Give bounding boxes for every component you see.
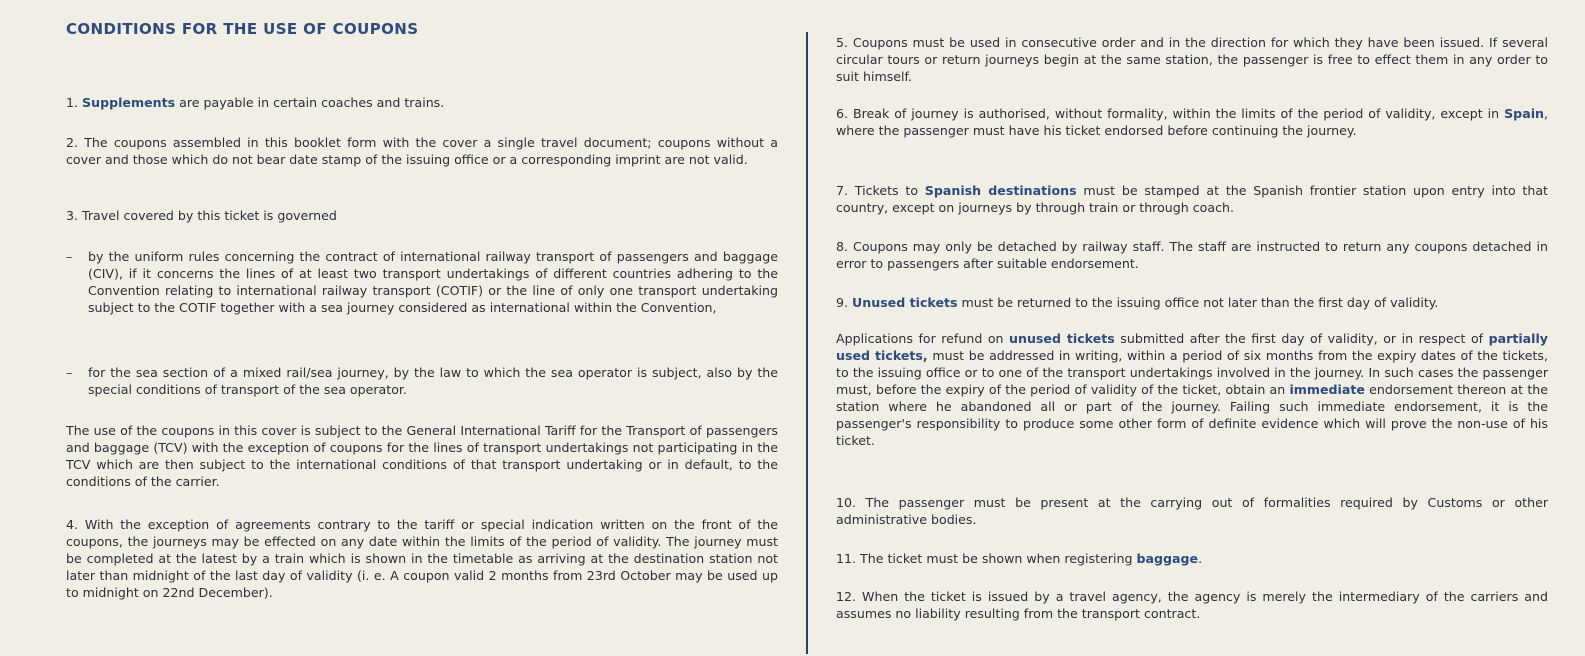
refund-text-d: endorsement thereon at the station where he abandoned all or part of the journey. Failing such immediate endorsement, it is the passenger's responsibility to produce some other form of definite evidence which will prove the non-use of his ticket. [836,382,1548,448]
condition-5: 5. Coupons must be used in consecutive order and in the direction for which they have been issued. If several circular tours or return journeys begin at the same station, the passenger is free to effect them in any order to suit himself. [836,35,1548,84]
condition-4: 4. With the exception of agreements contrary to the tariff or special indication written on the front of the coupons, the journeys may be effected on any date within the limits of the period of validity. The journey must be completed at the latest by a train which is shown in the timetable as arriving at the destination station not later than midnight of the last day of validity (i. e. A coupon valid 2 months from 23rd October may be used up to midnight on 22nd December). [66,517,778,600]
condition-3-bullet-2: for the sea section of a mixed rail/sea journey, by the law to which the sea operator is subject, also by the special conditions of transport of the sea operator. [88,365,778,397]
condition-1-number: 1. [66,95,79,110]
condition-11-text-b: . [1198,551,1203,566]
condition-9 [836,294,1548,311]
bullet-1-marker: – [66,249,73,264]
condition-10: 10. The passenger must be present at the carrying out of formalities required by Customs or other administrative bodies. [836,495,1548,527]
bullet-2-marker: – [66,365,73,380]
refund-paragraph [836,330,1548,449]
condition-9-text: must be returned to the issuing office not later than the first day of validity. [957,295,1439,310]
condition-7-text-a: 7. Tickets to [836,183,925,198]
condition-6-text-a: 6. Break of journey is authorised, without formality, within the limits of the period of validity, except in [836,106,1505,121]
condition-11-highlight: baggage [1136,551,1199,566]
refund-highlight-immediate: immediate [1289,382,1365,397]
condition-7 [836,182,1548,216]
condition-11-text-a: 11. The ticket must be shown when registering [836,551,1137,566]
condition-12: 12. When the ticket is issued by a travel agency, the agency is merely the intermediary of the carriers and assumes no liability resulting from the transport contract. [836,589,1548,621]
condition-7-text-b: must be stamped at the Spanish frontier station upon entry into that country, except on journeys by through train or through coach. [836,183,1548,215]
condition-11 [836,550,1548,567]
refund-highlight-partial: partially used tickets, [836,331,1549,363]
refund-text-b: submitted after the first day of validity, or in respect of [1114,331,1489,346]
condition-1-text: are payable in certain coaches and trains. [175,95,445,110]
column-divider [806,32,808,654]
condition-9-highlight: Unused tickets [852,295,958,310]
condition-3-bullet-1: by the uniform rules concerning the contract of international railway transport of passengers and baggage (CIV), if it concerns the lines of at least two transport undertakings of different countries adhering to the Convention relating to international railway transport (COTIF) or the line of only one transport undertaking subject to the COTIF together with a sea journey considered as international within the Convention, [88,249,778,315]
tariff-paragraph: The use of the coupons in this cover is subject to the General International Tariff for the Transport of passengers and baggage (TCV) with the exception of coupons for the lines of transport undertakings not participating in the TCV which are then subject to the international conditions of that transport undertaking or in default, to the conditions of the carrier. [66,423,778,489]
condition-7-highlight: Spanish destinations [924,183,1077,198]
condition-6 [836,105,1548,139]
page-title: CONDITIONS FOR THE USE OF COUPONS [66,20,419,38]
condition-1 [66,94,778,111]
condition-9-number: 9. [836,295,853,310]
condition-1-highlight: Supplements [82,95,176,110]
refund-text-a: Applications for refund on [836,331,1010,346]
refund-text-c: must be addressed in writing, within a period of six months from the expiry dates of the tickets, to the issuing office or to one of the transport undertakings involved in the journey. In such cases the passenger must, before the expiry of the period of validity of the ticket, obtain an [836,348,1549,397]
condition-2: 2. The coupons assembled in this booklet form with the cover a single travel document; coupons without a cover and those which do not bear date stamp of the issuing office or a corresponding imprint are not valid. [66,135,778,167]
refund-highlight-unused: unused tickets [1009,331,1115,346]
condition-8: 8. Coupons may only be detached by railway staff. The staff are instructed to return any coupons detached in error to passengers after suitable endorsement. [836,239,1548,271]
condition-3: 3. Travel covered by this ticket is governed [66,208,337,223]
condition-6-highlight: Spain [1504,106,1544,121]
condition-6-text-b: , where the passenger must have his ticket endorsed before continuing the journey. [836,106,1548,138]
